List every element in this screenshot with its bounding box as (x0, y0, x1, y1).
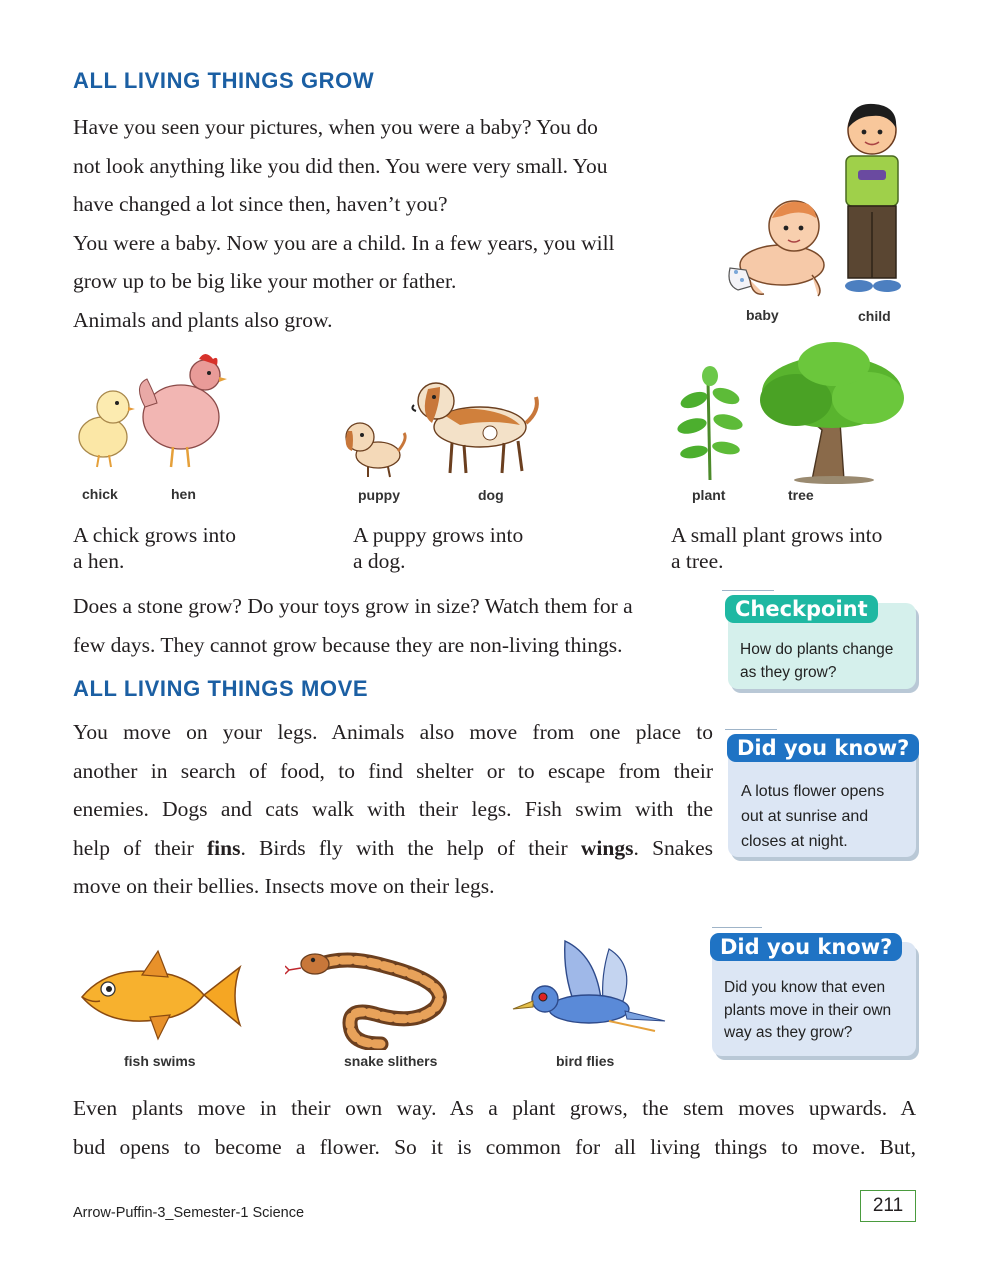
text-line: How do plants change (740, 641, 894, 658)
caption-chick: chick (82, 486, 118, 502)
plant-tree-illustration (672, 340, 917, 485)
page-number: 211 (860, 1190, 916, 1222)
heading-grow: ALL LIVING THINGS GROW (73, 68, 375, 93)
text-line: move on their bellies. Insects move on their legs. (73, 874, 495, 898)
paragraph-closing (73, 1089, 916, 1166)
caption-fish: fish swims (124, 1053, 196, 1069)
text-run: . Snakes (633, 835, 713, 860)
term-wings: wings (580, 835, 634, 860)
sentence-chick-hen (73, 522, 236, 574)
text-line: closes at night. (741, 833, 848, 850)
text-line: Does a stone grow? Do your toys grow in size? Watch them for a (73, 594, 633, 618)
snake-illustration (285, 940, 465, 1050)
child-figure (845, 104, 901, 292)
paragraph-move (73, 713, 713, 906)
text-run: help of their (73, 835, 207, 860)
decor-line (712, 927, 762, 928)
text-line: a dog. (353, 549, 406, 573)
paragraph-stone (73, 587, 713, 664)
sentence-plant-tree (671, 522, 882, 574)
caption-tree: tree (788, 487, 814, 503)
plant-figure (676, 366, 745, 480)
text-line: out at sunrise and (741, 808, 869, 825)
bird-illustration (505, 935, 670, 1045)
didyouknow-text-2 (724, 977, 891, 1045)
decor-line (725, 729, 777, 730)
caption-child: child (858, 308, 891, 324)
text-line: Even plants move in their own way. As a plant grows, the stem moves upwards. A (73, 1096, 916, 1120)
text-line: a tree. (671, 549, 724, 573)
chick-figure (79, 391, 135, 467)
text-line: as they grow? (740, 664, 837, 681)
text-line: A chick grows into (73, 523, 237, 547)
dog-figure (412, 383, 536, 473)
caption-dog: dog (478, 487, 504, 503)
caption-baby: baby (746, 307, 779, 323)
baby-child-illustration (712, 100, 922, 305)
text-line: Did you know that even (724, 979, 886, 996)
paragraph-grow (73, 108, 713, 339)
puppy-dog-illustration (340, 375, 555, 480)
didyouknow-tag-2: Did you know? (710, 933, 902, 961)
fish-illustration (72, 945, 247, 1045)
text-run: . Birds fly with the help of their (240, 835, 581, 860)
text-line: A small plant grows into (671, 523, 883, 547)
text-line: another in search of food, to find shelter or to escape from their (73, 758, 713, 783)
text-line: A puppy grows into (353, 523, 524, 547)
didyouknow-text-1 (741, 779, 884, 854)
text-line: way as they grow? (724, 1024, 853, 1041)
caption-hen: hen (171, 486, 196, 502)
text-line: A lotus flower opens (741, 783, 885, 800)
hen-figure (139, 354, 227, 467)
text-line: few days. They cannot grow because they are non-living things. (73, 632, 623, 657)
heading-move: ALL LIVING THINGS MOVE (73, 676, 369, 701)
text-line (73, 829, 713, 868)
text-line: You were a baby. Now you are a child. In a few years, you will (73, 230, 615, 255)
chick-hen-illustration (73, 345, 233, 475)
text-line: grow up to be big like your mother or father. (73, 269, 457, 293)
text-line: Animals and plants also grow. (73, 307, 333, 332)
caption-puppy: puppy (358, 487, 400, 503)
text-line: a hen. (73, 549, 125, 573)
text-line: enemies. Dogs and cats walk with their legs. Fish swim with the (73, 797, 713, 821)
caption-plant: plant (692, 487, 726, 503)
sentence-puppy-dog (353, 522, 523, 574)
text-line: You move on your legs. Animals also move from one place to (73, 720, 713, 744)
tree-figure (760, 342, 904, 484)
text-line: not look anything like you did then. You were very small. You (73, 153, 608, 178)
decor-line (722, 590, 774, 591)
didyouknow-tag-1: Did you know? (727, 734, 919, 762)
puppy-figure (346, 423, 405, 477)
text-line: plants move in their own (724, 1001, 892, 1019)
checkpoint-text (740, 638, 893, 684)
baby-figure (729, 201, 824, 296)
text-line: bud opens to become a flower. So it is common for all living things to move. But, (73, 1134, 916, 1159)
caption-bird: bird flies (556, 1053, 615, 1069)
caption-snake: snake slithers (344, 1053, 438, 1069)
text-line: Have you seen your pictures, when you were a baby? You do (73, 115, 598, 139)
text-line: have changed a lot since then, haven’t you? (73, 192, 448, 216)
checkpoint-tag: Checkpoint (725, 595, 878, 623)
footer-label: Arrow-Puffin-3_Semester-1 Science (73, 1205, 305, 1221)
term-fins: fins (207, 835, 241, 860)
